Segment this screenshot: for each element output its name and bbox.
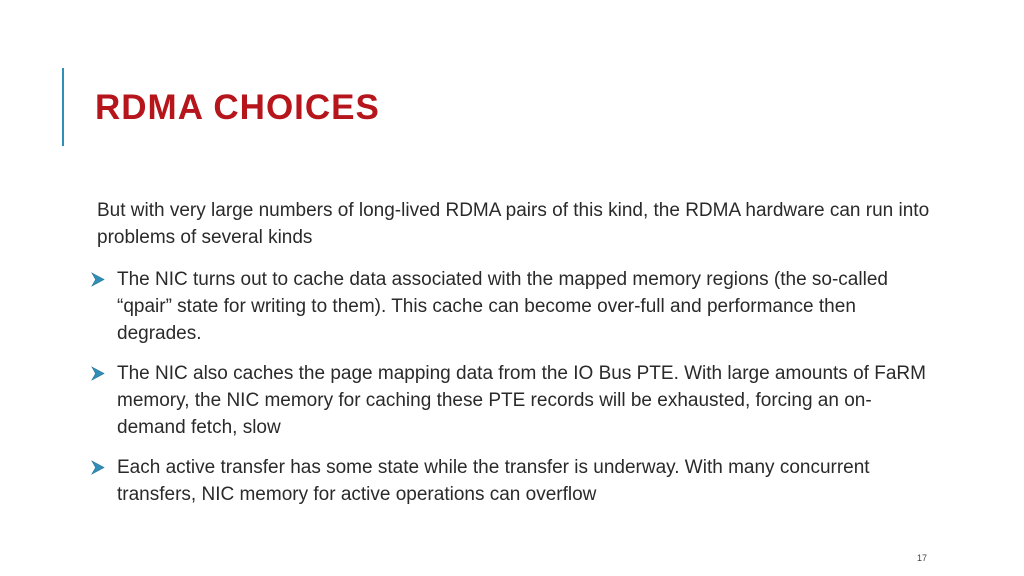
arrow-bullet-icon xyxy=(90,460,105,475)
slide-body xyxy=(97,197,937,521)
page-number: 17 xyxy=(916,553,927,563)
bullet-item xyxy=(89,266,937,347)
bullet-text: The NIC also caches the page mapping data from the IO Bus PTE. With large amounts of FaRM memory, the NIC memory for caching these PTE records will be exhausted, forcing an on-demand fetch, slow xyxy=(117,363,926,438)
arrow-bullet-icon xyxy=(90,366,105,381)
arrow-bullet-icon xyxy=(90,272,105,287)
bullet-item xyxy=(89,360,937,441)
title-accent-bar xyxy=(62,68,64,146)
slide-title: RDMA CHOICES xyxy=(95,88,380,127)
bullet-text: The NIC turns out to cache data associated with the mapped memory regions (the so-called “qpair” state for writing to them). This cache can become over-full and performance then degrades. xyxy=(117,269,888,344)
bullet-text: Each active transfer has some state while the transfer is underway. With many concurrent transfers, NIC memory for active operations can overflow xyxy=(117,457,870,505)
bullet-item xyxy=(89,454,937,508)
intro-paragraph: But with very large numbers of long-lived RDMA pairs of this kind, the RDMA hardware can run into problems of several kinds xyxy=(97,200,930,248)
